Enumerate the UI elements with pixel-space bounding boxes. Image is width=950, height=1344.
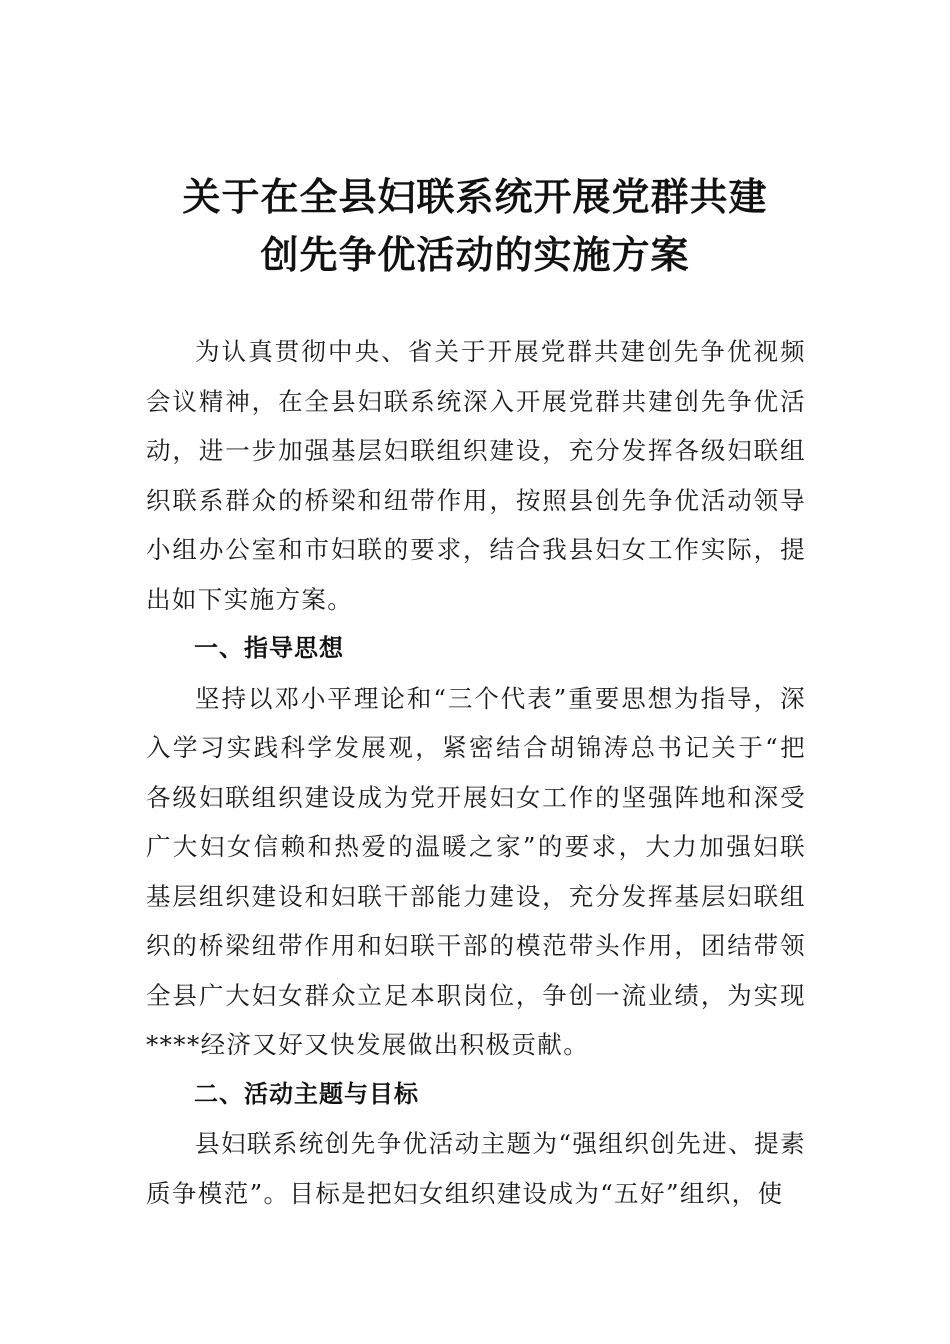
section-paragraph-guiding-ideology: 坚持以邓小平理论和“三个代表”重要思想为指导，深入学习实践科学发展观，紧密结合胡锦涛总书记关于“把各级妇联组织建设成为党开展妇女工作的坚强阵地和深受广大妇女信赖和热爱的温暖之家”的要求，大力加强妇联基层组织建设和妇联干部能力建设，充分发挥基层妇联组织的桥梁纽带作用和妇联干部的模范带头作用，团结带领全县广大妇女群众立足本职岗位，争创一流业绩，为实现****经济又好又快发展做出积极贡献。 <box>146 683 806 1059</box>
title-line-2: 创先争优活动的实施方案 <box>260 232 690 277</box>
document-title <box>0 168 950 284</box>
document-body <box>146 327 806 1218</box>
section-heading-theme-goals: 二、活动主题与目标 <box>194 1079 419 1108</box>
section-paragraph-theme-goals: 县妇联系统创先争优活动主题为“强组织创先进、提素质争模范”。目标是把妇女组织建设成为“五好”组织，使 <box>146 1129 806 1208</box>
title-line-1: 关于在全县妇联系统开展党群共建 <box>182 174 768 219</box>
section-heading-guiding-ideology: 一、指导思想 <box>194 634 344 662</box>
intro-paragraph: 为认真贯彻中央、省关于开展党群共建创先争优视频会议精神，在全县妇联系统深入开展党群共建创先争优活动，进一步加强基层妇联组织建设，充分发挥各级妇联组织联系群众的桥梁和纽带作用，按照县创先争优活动领导小组办公室和市妇联的要求，结合我县妇女工作实际，提出如下实施方案。 <box>146 337 806 614</box>
